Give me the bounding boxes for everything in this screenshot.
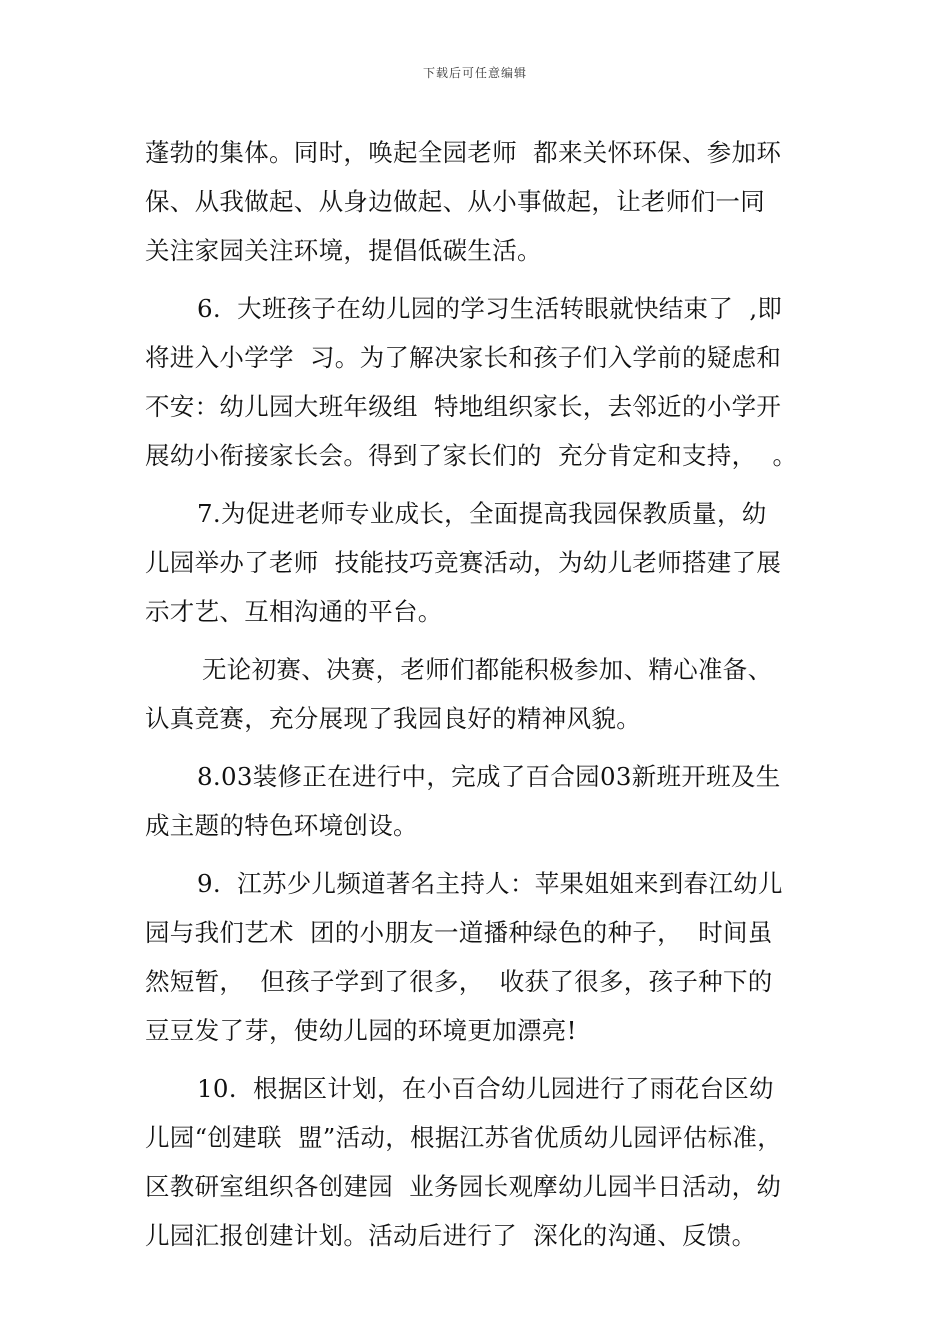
paragraph-item-10 (145, 1064, 810, 1260)
text-line: 认真竞赛，充分展现了我园良好的精神风貌。 (145, 704, 641, 733)
text-line: 儿园汇报创建计划。活动后进行了 深化的沟通、反馈。 (145, 1221, 757, 1250)
document-body (145, 128, 810, 1260)
text-line: 成主题的特色环境创设。 (145, 811, 418, 840)
text-line: 儿园“创建联 盟”活动，根据江苏省优质幼儿园评估标准， (145, 1123, 783, 1152)
text-line: 将进入小学学 习。为了解决家长和孩子们入学前的疑虑和 (145, 343, 782, 372)
paragraph-item-8 (145, 752, 810, 850)
text-line: 不安：幼儿园大班年级组 特地组织家长，去邻近的小学开 (145, 392, 782, 421)
text-line: 保、从我做起、从身边做起、从小事做起，让老师们一同 (145, 187, 765, 216)
text-line: 儿园举办了老师 技能技巧竞赛活动，为幼儿老师搭建了展 (145, 548, 782, 577)
text-line: 7.为促进老师专业成长，全面提高我园保教质量，幼 (197, 499, 767, 528)
text-line: 关注家园关注环境，提倡低碳生活。 (145, 236, 542, 265)
paragraph-item-6 (145, 284, 810, 480)
text-line: 然短暂， 但孩子学到了很多， 收获了很多，孩子种下的 (145, 967, 773, 996)
paragraph-competition (145, 645, 810, 743)
text-line: 豆豆发了芽，使幼儿园的环境更加漂亮! (145, 1016, 577, 1045)
text-line: 无论初赛、决赛，老师们都能积极参加、精心准备、 (202, 655, 773, 684)
text-line: 蓬勃的集体。同时，唤起全园老师 都来关怀环保、参加环 (145, 138, 782, 167)
paragraph-item-7 (145, 489, 810, 636)
text-line: 区教研室组织各创建园 业务园长观摩幼儿园半日活动，幼 (145, 1172, 782, 1201)
text-line: 6. 大班孩子在幼儿园的学习生活转眼就快结束了 ,即 (197, 294, 783, 323)
paragraph-environment (145, 128, 810, 275)
text-line: 展幼小衔接家长会。得到了家长们的 充分肯定和支持， 。 (145, 441, 798, 470)
text-line: 10. 根据区计划，在小百合幼儿园进行了雨花台区幼 (197, 1074, 774, 1103)
text-line: 园与我们艺术 团的小朋友一道播种绿色的种子， 时间虽 (145, 918, 773, 947)
text-line: 8.03装修正在进行中，完成了百合园03新班开班及生 (197, 762, 781, 791)
text-line: 9. 江苏少儿频道著名主持人：苹果姐姐来到春江幼儿 (197, 869, 783, 898)
page-header-note: 下载后可任意编辑 (422, 66, 527, 80)
text-line: 示才艺、互相沟通的平台。 (145, 597, 443, 626)
paragraph-item-9 (145, 859, 810, 1055)
